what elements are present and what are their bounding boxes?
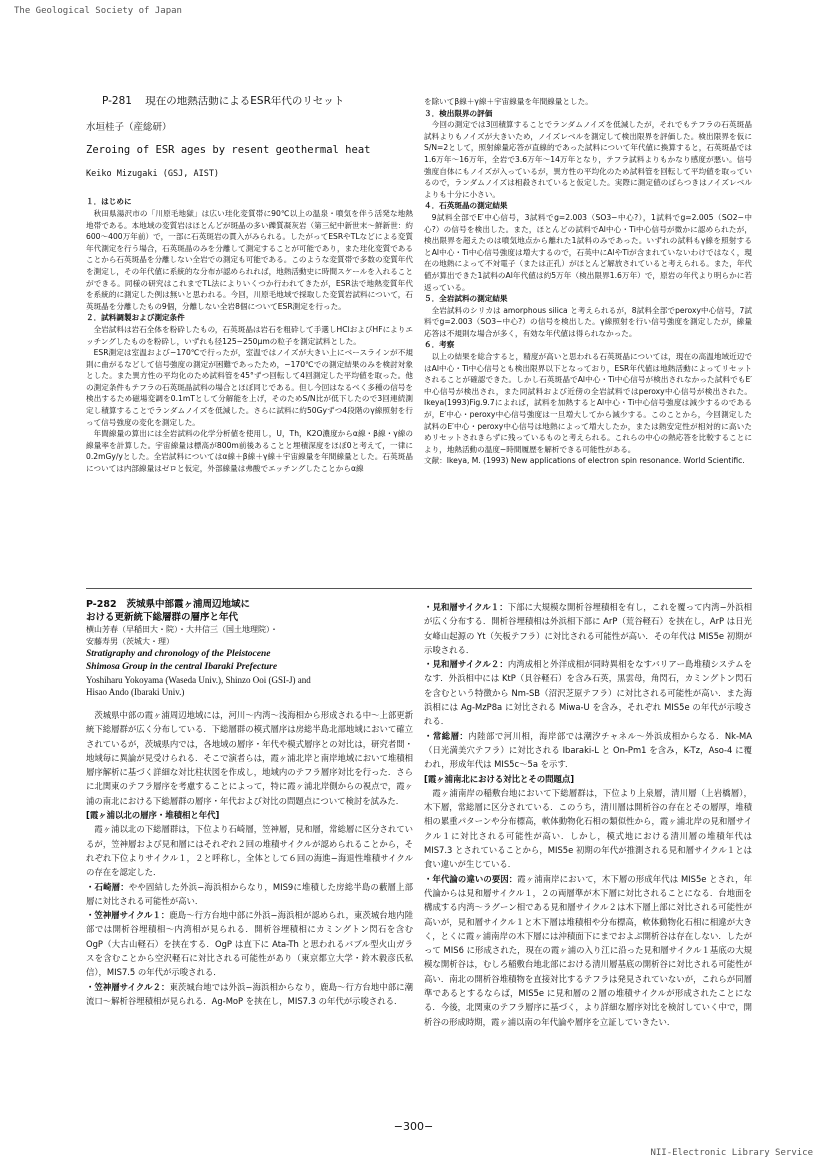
p281-section-4-heading: ４．石英斑晶の測定結果 bbox=[424, 201, 508, 211]
p282-title-1: 茨城県中部霞ヶ浦周辺地域に bbox=[126, 599, 251, 610]
p282-kasagami1-item bbox=[86, 908, 413, 979]
page-number: −300− bbox=[393, 1120, 434, 1133]
p282-code: P-282 bbox=[86, 599, 117, 610]
p281-section-4-text: 9試料全部でE′中心信号，3試料でg=2.003（SO3−中心?），1試料でg=2.005（SO2−中心?）の信号を検出した。また，ほとんどの試料でAl中心・Ti中心信号が微かに認められたが，検出限界を超えたのは噴気地点から離れた1試料のみであった。いずれの試料もγ線を照射するとAl中心・Ti中心信号強度は増大するので，石英中にAlやTiが含まれていないわけではなく，現在の地熱によって不対電子（または正孔）がほとんど解放されていると考えられる。また，年代値が算出できた1試料のAl年代値は約5万年（検出限界1.6万年）で，原岩の年代より明らかに若返っている。 bbox=[424, 212, 752, 292]
p282-authors-1: 横山芳春（早稲田大・院）・大井信三（国土地理院）・ bbox=[86, 625, 278, 634]
p281-author: 水垣桂子（産総研） bbox=[86, 121, 172, 133]
p282-miwa2-text: 内湾成相と外洋成相が同時異相をなすバリアー島堆積システムをなす．外浜相中には KtP（貝谷軽石）を含み石英，黒雲母，角閃石，カミングトン閃石を含むという特徴から Nm-SB（沼沢芝原テフラ）に対比される可能性が高い．また海浜相には Ag-MzP8a に対比される Miwa-U を含み，それぞれ MIS5e の年代が示唆される． bbox=[424, 659, 752, 727]
p282-age-text: 霞ヶ浦南岸において，木下層の形成年代は MIS5e とされ，年代論からは見和層サイクル１，２の両層準が木下層に対比されることになる．台地面を構成する内湾〜ラグーン相である見和層サイクル２は木下層上部に対比される可能性が高いが，見和層サイクル１と木下層は堆積相や分布標高，軟体動物化石相に相違が大きく，とくに霞ヶ浦南岸の木下層には沖積面下にまでおよぶ開析谷は存在しない．したがって MIS6 に形成された，現在の霞ヶ浦の入り江に沿った見和層サイクル１基底の大規模な開析谷は，むしろ稲敷台地北部における清川層基底の開析谷に対比される可能性が高い．南北の開析谷堆積物を直接対比するテフラは発見されていないが，これらが同層準であるとするならば，MIS5e に見和層の２層の堆積サイクルが形成されたことになる．今後，北関東のテフラ層序に基づく，より詳細な層序対比を検討していく中で，開析谷の形成時期，霞ヶ浦以南の年代論や層序を立証していきたい． bbox=[424, 873, 752, 1027]
p282-kasagami2-text: 東茨城台地では外浜−海浜相からなり，鹿島〜行方台地中部に潮流口〜解析谷埋積相が見られる．Ag-MoP を挟在し，MIS7.3 の年代が示唆される． bbox=[86, 981, 413, 1006]
p282-title-line-1 bbox=[86, 598, 413, 611]
p282-ishizaki-label: ・石崎層： bbox=[86, 881, 129, 892]
p282-ishizaki-text: やや固結した外浜−海浜相からなり，MIS9に堆積した房総半島の藪層上部層に対比される可能性が高い． bbox=[86, 881, 413, 906]
p282-kasagami1-text: 鹿島〜行方台地中部に外浜−海浜相が認められ，東茨城台地内陸部では開析谷埋積相〜内湾相が見られる．開析谷埋積相にカミングトン閃石を含む OgP（大古山軽石）を挟在する．OgP は直下に Ata-Th と思われるバブル型火山ガラスを含むことから空沢軽石に対比される可能性があり（東京都立大学・鈴木毅彦氏私信），MIS7.5 の年代が示唆される． bbox=[86, 910, 413, 978]
p282-ishizaki-item bbox=[86, 880, 413, 909]
p281-section-6-heading: ６．考察 bbox=[424, 340, 455, 350]
p282-miwa1-label: ・見和層サイクル１： bbox=[424, 602, 508, 612]
p281-section-1-heading: １．はじめに bbox=[86, 197, 132, 207]
p282-miwa1-item bbox=[424, 600, 752, 657]
p281-code: P-281 bbox=[102, 96, 132, 107]
p282-miwa2-label: ・見和層サイクル２： bbox=[424, 659, 508, 670]
p282-joso-item bbox=[424, 729, 752, 772]
p282-english-title-2: Shimosa Group in the central Ibaraki Prefecture bbox=[86, 662, 278, 672]
p281-title: 現在の地熱活動によるESR年代のリセット bbox=[145, 96, 345, 107]
p282-authors-2: 安藤寿男（茨城大・理） bbox=[86, 637, 174, 646]
p282-left-column bbox=[86, 598, 413, 1098]
p282-title-2: おける更新統下総層群の層序と年代 bbox=[86, 612, 239, 623]
p281-title-line bbox=[86, 96, 413, 108]
p282-english-authors-2: Hisao Ando (Ibaraki Univ.) bbox=[86, 687, 185, 697]
p282-north-heading: [霞ヶ浦以北の層序・堆積相と年代] bbox=[86, 810, 220, 821]
p281-section-1-text: 秋田県湯沢市の「川原毛地獄」は広い珪化変質帯に90℃以上の温泉・噴気を伴う活発な地熱地帯である。本地域の変質岩はほとんどが斑晶の多い礫質凝灰岩（第三紀中新世末〜鮮新世：約600〜400万年前）で，一部に石英斑岩の貫入がみられる。したがってESRやTLなどによる変質年代測定を行う場合，石英斑晶のみを分離して測定することが可能であり，また珪化変質であることから石英斑晶を分離しない全岩での測定も可能である。このような変質帯で多数の変質年代を測定し，その年代値に系統的な分布が認められれば，地熱活動史に時間スケールを入れることができる。同様の研究はこれまでTL法によりいくつか行われてきたが，ESR法で地熱変質年代を系統的に測定した例は無いと思われる。今回，川原毛地域で採取した変質岩試料について，石英斑晶を分離したもの9個，分離しない全岩8個についてESR測定を行った。 bbox=[86, 208, 413, 311]
p282-age-label: ・年代論の違いの要因： bbox=[424, 873, 518, 884]
p282-miwa2-item bbox=[424, 657, 752, 728]
p281-section-2-text-1: 全岩試料は岩石全体を粉砕したもの，石英斑晶は岩石を粗砕して手選しHClおよびHFによりエッチングしたものを粉砕し，いずれも径125−250μmの粒子を測定試料とした。 bbox=[86, 324, 413, 346]
p282-kasagami2-label: ・笠神層サイクル２： bbox=[86, 981, 170, 992]
society-header: The Geological Society of Japan bbox=[14, 6, 182, 16]
p281-english-author: Keiko Mizugaki (GSJ, AIST) bbox=[86, 168, 220, 179]
p281-section-2-text-2: ESR測定は室温および−170℃で行ったが，室温ではノイズが大きい上にベースラインが不規則に曲がるなどして信号強度の測定が困難であったため，−170℃での測定結果のみを検討対象とした。また異方性の平均化のため試料管を45°ずつ回転して4回測定した平均値を取った。他の測定条件もテフラの石英斑晶試料の場合とほぼ同じである。但し今回はなるべく多種の信号を検出するため磁場変調を0.1mTとして分解能を上げ，そのためS/N比が低下したので3回連続測定し積算することでランダムノイズを低減した。さらに試料に約50Gyずつ4段階のγ線照射を行って信号強度の変化を測定した。 bbox=[86, 348, 413, 427]
p282-intro-text: 茨城県中部の霞ヶ浦周辺地域には，河川〜内湾〜浅海相から形成される中〜上部更新統下総層群が広く分布している．下総層群の模式層序は房総半島北部地域において確立されているが，茨城県内では，各地域の層序・年代や模式層序との対比は，研究者間・地域毎に異論が見受けられる．そこで演者らは，霞ヶ浦北岸と南岸地域において堆積相層序解析に基づく詳細な対比柱状図を作成し，地域内のテフラ層序対比を行った．さらに北関東のテフラ層序を考慮することによって，特に霞ヶ浦北岸側からの視点で，霞ヶ浦の南北における下総層群の層序・年代および対比の問題点について検討を試みた． bbox=[86, 710, 413, 806]
p282-right-column bbox=[424, 600, 752, 1100]
p282-joso-text: 内陸部で河川相，海岸部では潮汐チャネル〜外浜成相からなる．Nk-MA（日光満美穴テフラ）に対比される Ibaraki-L と On-Pm1 を含み，K-Tz，Aso-4 に覆われ，形成年代は MIS5c〜5a を示す． bbox=[424, 730, 752, 770]
p281-right-column bbox=[424, 96, 752, 572]
p281-section-5-heading: ５．全岩試料の測定結果 bbox=[424, 294, 508, 304]
p282-english-authors-1: Yoshiharu Yokoyama (Waseda Univ.), Shinzo Ooi (GSI-J) and bbox=[86, 675, 311, 685]
library-footer: NII-Electronic Library Service bbox=[650, 1148, 813, 1158]
p281-left-column bbox=[86, 96, 413, 574]
p281-section-2-text-3: 年間線量の算出には全岩試料の化学分析値を使用し，U，Th，K2O濃度からα線・β線・γ線の線量率を計算した。宇宙線量は標高が800m前後あることと埋積深度をほぼ0と考えて，一律に0.2mGy/yとした。全岩試料についてはα線＋β線＋γ線＋宇宙線量を年間線量とした。石英斑晶については内部線量はゼロと仮定，外部線量は弗酸でエッチングしたことからα線 bbox=[86, 429, 413, 474]
p282-joso-label: ・常総層： bbox=[424, 730, 469, 741]
p282-age-item bbox=[424, 872, 752, 1029]
p281-col2-continuation: を除いてβ線＋γ線＋宇宙線量を年間線量とした。 bbox=[424, 97, 593, 106]
p282-miwa1-text: 下部に大規模な開析谷埋積相を有し，これを覆って内湾−外浜相が広く分布する．開析谷埋積相は外浜相下部に ArP（荒谷軽石）を挟在し，ArP は日光女峰山起源の Yt（矢板テフラ）に対比される可能性が高い．その年代は MIS5e 初期が示唆される． bbox=[424, 602, 752, 655]
p282-north-text: 霞ヶ浦以北の下総層群は，下位より石崎層，笠神層，見和層，常総層に区分されているが，笠神層および見和層にはそれぞれ２回の堆積サイクルが認められることから，それぞれ下位よりサイクル１，２と呼称し，全体として６回の海進−海退性堆積サイクルの存在を認定した． bbox=[86, 824, 413, 878]
p281-section-6-text: 以上の結果を総合すると，精度が高いと思われる石英斑晶については，現在の高温地域近辺ではAl中心・Ti中心信号とも検出限界以下となっており，ESR年代値は地熱活動によってリセットされることが確認できた。しかし石英斑晶でAl中心・Ti中心信号が検出されなかった試料でもE′中心信号が検出され，また同試料および近傍の全岩試料ではperoxy中心信号が検出された。Ikeya(1993)Fig.9.7によれば，試料を加熱するとAl中心・Ti中心信号強度は減少するのであるが，E′中心・peroxy中心信号強度は一旦増大してから減少する。このことから，今回測定した試料のE′中心・peroxy中心信号は地熱によって増大したか，または熱安定性が相対的に高いためリセットされきらずに残っているものと考えられる。これらの中心の熱応答を比較することにより，地熱活動の温度−時間履歴を解析できる可能性がある。 bbox=[424, 352, 752, 454]
p281-section-3-heading: ３．検出限界の評価 bbox=[424, 108, 493, 118]
p282-kasagami2-item bbox=[86, 980, 413, 1009]
p282-kasagami1-label: ・笠神層サイクル１： bbox=[86, 910, 170, 921]
p281-section-5-text: 全岩試料のシリカは amorphous silica と考えられるが，8試料全部でperoxy中心信号，7試料でg=2.003（SO3−中心?）の信号を検出した。γ線照射を行い信号強度を測定したが，線量応答は不規則な場合が多く，有効な年代値は得られなかった。 bbox=[424, 305, 752, 338]
p281-section-3-text: 今回の測定では3回積算することでランダムノイズを低減したが，それでもテフラの石英斑晶試料よりもノイズが大きいため，ノイズレベルを測定して検出限界を評価した。検出限界を仮にS/N=2として，照射線量応答が直線的であった試料について年代値に換算すると，石英斑晶では1.6万年〜16万年，全岩で3.6万年〜14万年となり，テフラ試料よりもかなり感度が悪い。信号強度自体にもノイズが入っているが，異方性の平均化のため試料管を回転して平均値を取っているので，ランダムノイズは相殺されていると仮定した。実際に測定値のばらつきはノイズレベルよりも十分に小さい。 bbox=[424, 120, 752, 199]
p282-english-title-1: Stratigraphy and chronology of the Pleistocene bbox=[86, 649, 271, 659]
p281-reference: 文献：Ikeya, M. (1993) New applications of electron spin resonance. World Scientific. bbox=[424, 456, 745, 466]
p282-south-text: 霞ヶ浦南岸の稲敷台地において下総層群は，下位より上泉層，清川層（上岩橋層），木下層，常総層に区分されている．このうち，清川層は開析谷の存在とその層厚，堆積相の累重パターンや分布標高，軟体動物化石相の類似性から，霞ヶ浦北岸の見和層サイクル１に対比される可能性が高い．しかし，模式地における清川層の堆積年代は MIS7.3 とされていることから，MIS5e 初期の年代が推測される見和層サイクル１とは食い違いが生じている． bbox=[424, 787, 752, 870]
p281-english-title: Zeroing of ESR ages by resent geothermal heat bbox=[86, 144, 371, 157]
p281-section-2-heading: ２．試料調製および測定条件 bbox=[86, 313, 185, 323]
p282-south-heading: [霞ヶ浦南北における対比とその問題点] bbox=[424, 773, 575, 784]
abstract-separator bbox=[86, 588, 752, 589]
